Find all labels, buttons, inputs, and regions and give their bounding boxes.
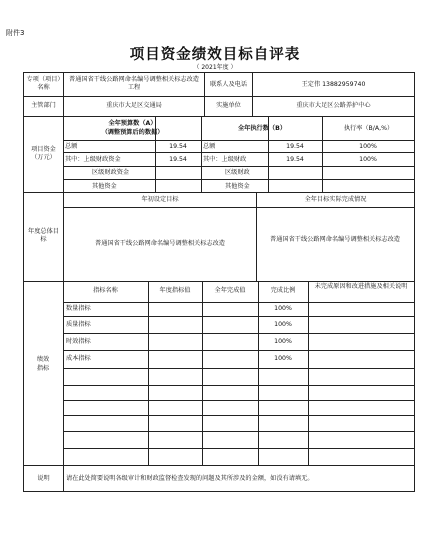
perf-ratio: 100% <box>274 305 292 312</box>
fund-name: 其中：上级财政资金 <box>65 156 121 163</box>
fund-exec: 19.54 <box>286 156 304 163</box>
perf-header-actual: 全年完成值 <box>214 287 246 294</box>
fund-name: 其他资金 <box>92 183 117 190</box>
fund-name-exec: 其他资金 <box>225 183 250 190</box>
perf-indicator-name: 成本指标 <box>66 355 91 362</box>
fund-name: 总额 <box>65 143 78 150</box>
contact-value: 王定伟 13882959740 <box>301 81 366 88</box>
year-label: （ 2021年度 ） <box>193 64 237 71</box>
perf-indicator-name: 时效指标 <box>66 338 91 345</box>
rate-col-header: 执行率（B/A,%） <box>343 125 394 132</box>
impl-label: 实施单位 <box>216 102 241 109</box>
budget-col-header: 全年预算数（A） <box>108 120 157 127</box>
initial-goal-header: 年初设定目标 <box>141 196 179 203</box>
perf-indicator-name: 数量指标 <box>66 305 91 312</box>
dept-label: 主管部门 <box>31 102 56 109</box>
performance-label: 绩效指标 <box>36 356 50 372</box>
budget-col-subheader: （调整预算后的数据） <box>101 129 164 136</box>
perf-ratio: 100% <box>274 338 292 345</box>
actual-goal-header: 全年目标实际完成情况 <box>304 196 367 203</box>
fund-name-exec: 其中：上级财政 <box>203 156 247 163</box>
fund-budget: 19.54 <box>169 143 187 150</box>
perf-header-ratio: 完成比例 <box>270 287 296 294</box>
impl-value: 重庆市大足区公路养护中心 <box>296 102 371 109</box>
page-title: 项目资金绩效目标自评表 <box>129 46 301 63</box>
project-name-label: 专项（项目）名称 <box>26 76 61 91</box>
perf-header-notes: 未完成原因和改进措施及相关说明 <box>314 283 408 290</box>
perf-header-name: 指标名称 <box>93 287 118 294</box>
dept-value: 重庆市大足区交通局 <box>106 102 162 109</box>
fund-name-exec: 总额 <box>203 143 216 150</box>
fund-exec: 19.54 <box>286 143 304 150</box>
actual-goal-text: 普通国省干线公路网命名编号调整相关标志改造 <box>270 236 400 243</box>
perf-indicator-name: 质量指标 <box>66 321 91 328</box>
perf-ratio: 100% <box>274 355 292 362</box>
funds-label: 项目资金（万元） <box>31 146 56 161</box>
goals-label: 年度总体目标 <box>28 228 59 243</box>
contact-label: 联系人及电话 <box>209 81 248 88</box>
fund-name-exec: 区级财政 <box>225 169 250 176</box>
note-text: 请在此处简要说明各级审计和财政监督检查发现的问题及其所涉及的金额，如没有请填无。 <box>66 475 314 482</box>
initial-goal-text: 普通国省干线公路网命名编号调整相关标志改造 <box>95 240 225 247</box>
attachment-label: 附件3 <box>6 29 25 37</box>
fund-budget: 19.54 <box>169 156 187 163</box>
fund-rate: 100% <box>359 156 377 163</box>
fund-name: 区级财政资金 <box>92 169 130 176</box>
fund-rate: 100% <box>359 143 377 150</box>
perf-ratio: 100% <box>274 321 292 328</box>
project-name-value: 普通国省干线公路网命名编号调整相关标志改造工程 <box>69 76 199 91</box>
exec-col-header: 全年执行数（B） <box>237 125 287 132</box>
perf-header-target: 年度指标值 <box>159 287 191 294</box>
note-label: 说明 <box>37 475 50 482</box>
